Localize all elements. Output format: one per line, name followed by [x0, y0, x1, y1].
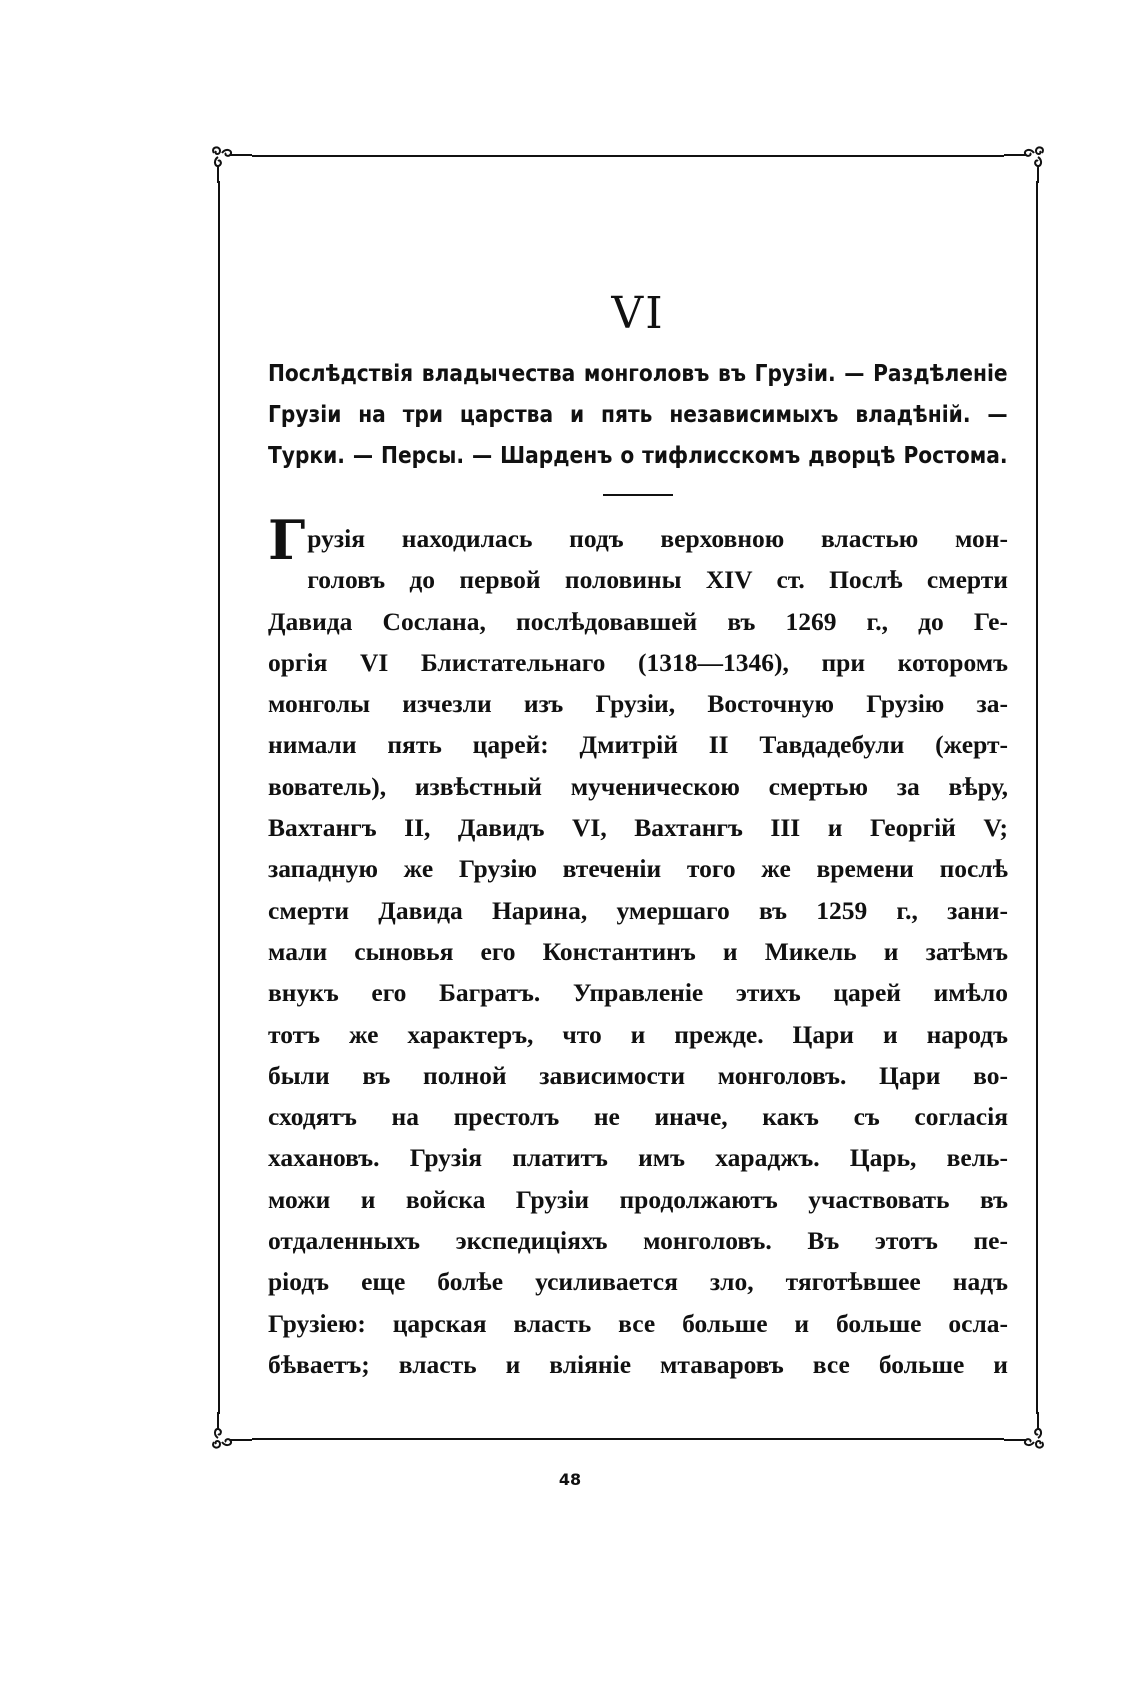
frame-right-rule	[1036, 181, 1038, 1414]
text-line: бѣваетъ; власть и вліяніе мтаваровъ все больше и	[268, 1349, 1008, 1379]
text-line: смерти Давида Нарина, умершаго въ 1259 г., зани-	[268, 895, 1008, 925]
body-paragraph	[268, 508, 1008, 1385]
text-line: внукъ его Багратъ. Управленіе этихъ царей имѣло	[268, 978, 1008, 1008]
text-line: Вахтангъ II, Давидъ VI, Вахтангъ III и Георгій V;	[268, 813, 1008, 843]
corner-flourish-icon	[1004, 1412, 1048, 1452]
drop-cap: Г	[268, 508, 306, 572]
section-divider	[603, 494, 673, 496]
text-line: монголы изчезли изъ Грузіи, Восточную Грузію за-	[268, 689, 1008, 719]
text-line: были въ полной зависимости монголовъ. Цари во-	[268, 1060, 1008, 1090]
summary-line: Турки. — Персы. — Шарденъ о тифлисскомъ дворцѣ Ростома.	[268, 441, 1008, 469]
summary-line: Грузіи на три царства и пять независимыхъ владѣній. —	[268, 400, 1008, 428]
text-line: мали сыновья его Константинъ и Микель и затѣмъ	[268, 936, 1008, 966]
text-line: оргія VI Блистательнаго (1318—1346), при которомъ	[268, 647, 1008, 677]
corner-flourish-icon	[208, 143, 252, 183]
chapter-number: VI	[611, 288, 665, 339]
text-line: отдаленныхъ экспедиціяхъ монголовъ. Въ этотъ пе-	[268, 1226, 1008, 1256]
page-number: 48	[558, 1470, 582, 1489]
frame-bottom-rule	[252, 1438, 1004, 1440]
corner-flourish-icon	[208, 1412, 252, 1452]
text-line: тотъ же характеръ, что и прежде. Цари и народъ	[268, 1019, 1008, 1049]
text-line: рузія находилась подъ верховною властью мон-	[307, 524, 1008, 553]
text-line: можи и войска Грузіи продолжаютъ участвовать въ	[268, 1184, 1008, 1214]
page-content	[268, 270, 1008, 1385]
frame-top-rule	[252, 155, 1004, 157]
text-line: Давида Сослана, послѣдовавшей въ 1269 г., до Ге-	[268, 606, 1008, 636]
text-line: ріодъ еще болѣе усиливается зло, тяготѣвшее надъ	[268, 1267, 1008, 1297]
frame-left-rule	[218, 181, 220, 1414]
text-line: западную же Грузію втеченіи того же времени послѣ	[268, 854, 1008, 884]
text-line: головъ до первой половины XIV ст. Послѣ смерти	[307, 565, 1008, 595]
corner-flourish-icon	[1004, 143, 1048, 183]
text-line: нимали пять царей: Дмитрій II Тавдадебули (жерт-	[268, 730, 1008, 760]
text-line: Грузіею: царская власть все больше и больше осла-	[268, 1308, 1008, 1338]
text-line: вователь), извѣстный мученическою смертью за вѣру,	[268, 771, 1008, 801]
summary-line: Послѣдствія владычества монголовъ въ Грузіи. — Раздѣленіе	[268, 359, 1008, 387]
chapter-summary	[268, 353, 1008, 476]
text-line: хахановъ. Грузія платитъ имъ хараджъ. Царь, вель-	[268, 1143, 1008, 1173]
text-line: сходятъ на престолъ не иначе, какъ съ согласія	[268, 1102, 1008, 1132]
